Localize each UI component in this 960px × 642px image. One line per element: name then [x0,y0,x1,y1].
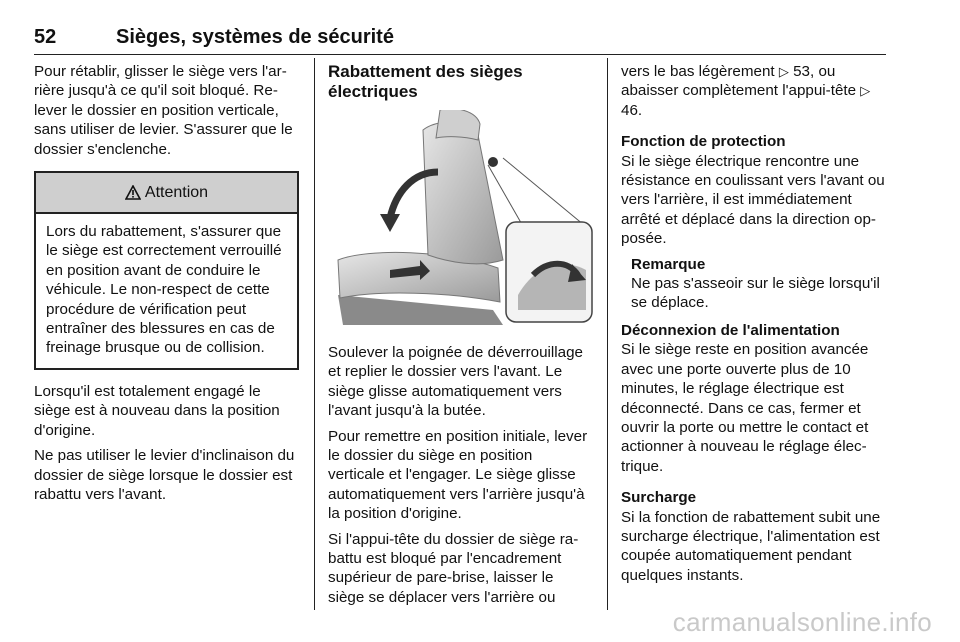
paragraph-headrest-blocked: Si l'appui-tête du dossier de siège rabattu est bloqué par l'encadrement supérieur de pare-brise, laisser le siège se déplacer vers l'arrière ou [328,530,579,606]
overload-text: Si la fonction de rabattement subit une surcharge électrique, l'alimentation est coupée automatiquement pendant quelques instants. [621,508,881,584]
page-reference-arrow-icon: ▷ [778,64,789,79]
watermark: carmanualsonline.info [672,607,932,637]
warning-triangle-icon [125,185,141,200]
warning-box [34,171,299,370]
note-box [631,255,891,313]
page-reference-46[interactable]: 46 [621,101,638,119]
page-number: 52 [34,26,57,48]
warning-title: Attention [144,183,209,201]
paragraph-fold-forward: Soulever la poignée de déverrouillage et replier le dossier vers l'avant. Le siège glisse automatiquement vers l'avant jusqu'à la butée. [328,344,583,420]
disconnect-text: Si le siège reste en position avancée avec une porte ouverte plus de 10 minutes, le réglage électrique est déconnecté. Dans ce cas, fermer et ouvrir la porte ou mettre le contact et actionner à nouveau le réglage électrique. [621,341,869,475]
column-divider-right [607,58,608,610]
seat-folding-illustration [328,110,593,325]
column-left [34,62,299,510]
column-right [621,62,891,591]
paragraph-recline-lever: Ne pas utiliser le levier d'inclinaison du dossier de siège lorsque le dossier est rabattu vers l'avant. [34,447,295,503]
protection-text: Si le siège électrique rencontre une résistance en coulissant vers l'avant ou vers l'arrière, il est immédiatement arrêté et déplacé dans la direction opposée. [621,152,885,248]
page-reference-53[interactable]: 53 [793,63,811,80]
warning-text: Lors du rabattement, s'assurer que le siège est correctement verrouillé en position avant de conduire le véhicule. Le non-respect de cette procédure de vérification peut entraîner des blessures en cas de freinage brusque ou de collision. [46,223,282,357]
page-title: Sièges, systèmes de sécurité [116,26,394,48]
protection-section [621,132,891,248]
subheading-protection: Fonction de protection [621,133,786,151]
paragraph-engaged: Lorsqu'il est totalement engagé le siège est à nouveau dans la position d'origine. [34,382,280,439]
paragraph-restore-seat: Pour rétablir, glisser le siège vers l'arrière jusqu'à ce qu'il soit bloqué. Relever le dossier en position verticale, sans utiliser de levier. S'assurer que le dossier s'enclenche. [34,63,293,158]
subheading-disconnect: Déconnexion de l'alimentation [621,321,840,339]
column-divider-left [314,58,315,610]
section-heading-electric-folding: Rabattement des sièges électriques [328,62,523,101]
overload-section [621,488,891,585]
paragraph-return-initial: Pour remettre en position initiale, lever le dossier du siège en position verticale et l'engager. Le siège glisse automatiquement vers l'arrière jusqu'à la position d'origine. [328,427,588,523]
column-middle [328,62,593,613]
page-reference-arrow-icon: ▷ [860,83,871,99]
note-label: Remarque [631,255,706,273]
page-header [34,24,886,55]
note-text: Ne pas s'asseoir sur le siège lorsqu'il se déplace. [631,275,880,312]
paragraph-lower-headrest: vers le bas légèrement ▷ 53, ou abaisser complètement l'appui-tête ▷ 46. [621,63,871,119]
subheading-overload: Surcharge [621,489,697,507]
disconnect-section [621,321,891,476]
warning-header [36,173,297,214]
